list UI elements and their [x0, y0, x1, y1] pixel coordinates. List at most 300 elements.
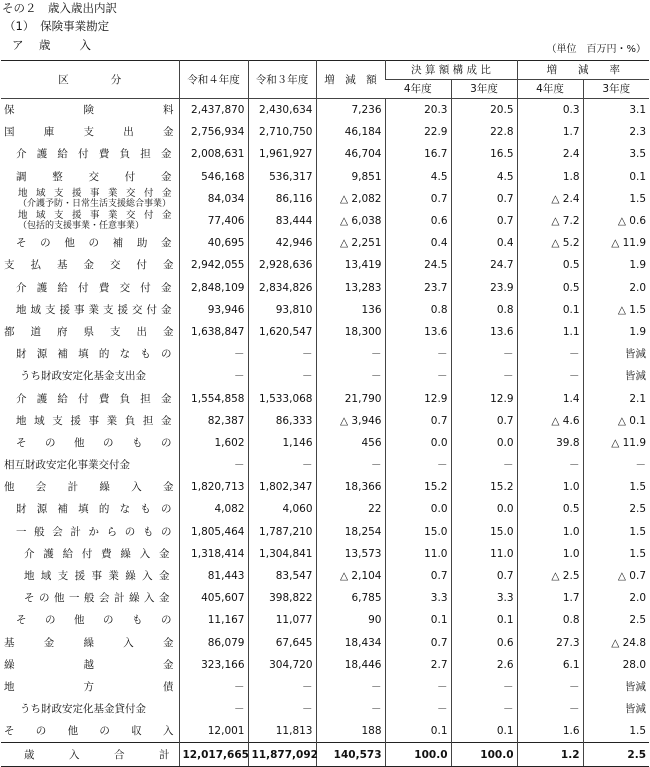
- value-diff: 90: [316, 609, 385, 631]
- table-row: [1, 676, 649, 698]
- composition-r4: 0.1: [385, 720, 451, 743]
- value-r4: 40,695: [179, 232, 248, 254]
- change-rate-r3: 2.3: [583, 121, 649, 143]
- row-label: [1, 521, 179, 543]
- row-label-main: 地域支援事業交付金: [18, 187, 172, 199]
- change-rate-r4: 1.0: [517, 476, 583, 498]
- table-row: [1, 343, 649, 365]
- value-diff: 136: [316, 299, 385, 321]
- change-rate-r4: －: [517, 454, 583, 476]
- value-r4: 11,167: [179, 609, 248, 631]
- row-label-sub: （介護予防・日常生活支援総合事業）: [18, 198, 172, 209]
- table-row: [1, 609, 649, 631]
- value-r4: 4,082: [179, 498, 248, 520]
- value-diff: 22: [316, 498, 385, 520]
- table-row: [1, 698, 649, 720]
- row-label-text: その他のもの: [16, 436, 172, 449]
- table-row: [1, 277, 649, 299]
- change-rate-r4: 6.1: [517, 654, 583, 676]
- value-r3: 1,533,068: [248, 387, 316, 409]
- row-label: [1, 632, 179, 654]
- change-rate-r3: △ 1.5: [583, 299, 649, 321]
- value-diff: －: [316, 676, 385, 698]
- change-rate-r3: 皆減: [583, 343, 649, 365]
- composition-r3: 23.9: [451, 277, 517, 299]
- value-r4: －: [179, 698, 248, 720]
- change-rate-r4: 1.2: [517, 743, 583, 766]
- table-row: [1, 99, 649, 122]
- value-diff: －: [316, 698, 385, 720]
- change-rate-r4: 0.8: [517, 609, 583, 631]
- composition-r4: －: [385, 698, 451, 720]
- value-diff: △ 6,038: [316, 210, 385, 232]
- row-label-text: その他の収入: [4, 725, 174, 738]
- composition-r4: 15.2: [385, 476, 451, 498]
- composition-r3: 0.1: [451, 609, 517, 631]
- composition-r3: －: [451, 454, 517, 476]
- row-label: [1, 387, 179, 409]
- row-label-text: 基金繰入金: [4, 636, 174, 649]
- composition-r3: 0.7: [451, 410, 517, 432]
- change-rate-r4: －: [517, 698, 583, 720]
- row-label-text: 介護給付費交付金: [16, 281, 172, 294]
- unit-note: （単位 百万円・%）: [546, 44, 646, 55]
- table-row: [1, 143, 649, 165]
- change-rate-r3: 1.5: [583, 521, 649, 543]
- composition-r4: 3.3: [385, 587, 451, 609]
- composition-r3: 0.7: [451, 188, 517, 210]
- value-r4: 84,034: [179, 188, 248, 210]
- row-label-text: 保険料: [4, 104, 174, 117]
- composition-r4: －: [385, 454, 451, 476]
- value-r3: 2,430,634: [248, 99, 316, 122]
- value-r3: －: [248, 454, 316, 476]
- composition-r4: 13.6: [385, 321, 451, 343]
- table-row: [1, 498, 649, 520]
- change-rate-r3: 1.5: [583, 188, 649, 210]
- row-label: [1, 232, 179, 254]
- value-r3: 2,710,750: [248, 121, 316, 143]
- change-rate-r3: 2.0: [583, 277, 649, 299]
- composition-r4: 0.7: [385, 410, 451, 432]
- value-r4: 2,942,055: [179, 254, 248, 276]
- table-row: [1, 232, 649, 254]
- total-row: [1, 743, 649, 766]
- row-label: [1, 121, 179, 143]
- value-r3: 86,116: [248, 188, 316, 210]
- row-label-text: 地域支援事業繰入金: [24, 570, 170, 583]
- row-label: [1, 188, 179, 210]
- row-label: [1, 609, 179, 631]
- value-diff: 18,366: [316, 476, 385, 498]
- change-rate-r4: 2.4: [517, 143, 583, 165]
- composition-r3: 24.7: [451, 254, 517, 276]
- row-label: [1, 143, 179, 165]
- composition-r4: 2.7: [385, 654, 451, 676]
- row-label-text: 財源補填的なもの: [16, 503, 172, 516]
- row-label-text: 支払基金交付金: [4, 259, 174, 272]
- value-r3: 11,813: [248, 720, 316, 743]
- composition-r3: 22.8: [451, 121, 517, 143]
- change-rate-r3: △ 0.7: [583, 565, 649, 587]
- change-rate-r4: 1.6: [517, 720, 583, 743]
- change-rate-r3: △ 11.9: [583, 432, 649, 454]
- value-diff: 46,704: [316, 143, 385, 165]
- composition-r3: 3.3: [451, 587, 517, 609]
- value-diff: －: [316, 343, 385, 365]
- composition-r4: 0.7: [385, 188, 451, 210]
- value-r3: 1,620,547: [248, 321, 316, 343]
- header-change-r4: 4年度: [517, 80, 583, 99]
- value-r3: 83,547: [248, 565, 316, 587]
- value-r3: －: [248, 698, 316, 720]
- header-r3: 令和３年度: [248, 61, 316, 99]
- value-r3: 42,946: [248, 232, 316, 254]
- value-diff: 46,184: [316, 121, 385, 143]
- row-label: [1, 720, 179, 743]
- table-row: [1, 321, 649, 343]
- value-r4: 1,554,858: [179, 387, 248, 409]
- table-row: [1, 121, 649, 143]
- composition-r3: －: [451, 343, 517, 365]
- composition-r3: 0.6: [451, 632, 517, 654]
- change-rate-r3: 1.5: [583, 720, 649, 743]
- value-r3: 4,060: [248, 498, 316, 520]
- composition-r4: 20.3: [385, 99, 451, 122]
- change-rate-r4: △ 4.6: [517, 410, 583, 432]
- value-diff: 13,573: [316, 543, 385, 565]
- value-r4: 1,602: [179, 432, 248, 454]
- table-row: [1, 521, 649, 543]
- row-label: [1, 476, 179, 498]
- value-r4: 12,017,665: [179, 743, 248, 766]
- value-r3: 83,444: [248, 210, 316, 232]
- change-rate-r3: 2.5: [583, 743, 649, 766]
- value-r4: 1,638,847: [179, 321, 248, 343]
- row-label: [1, 432, 179, 454]
- value-diff: 18,446: [316, 654, 385, 676]
- composition-r3: －: [451, 365, 517, 387]
- change-rate-r4: 0.5: [517, 498, 583, 520]
- table-row: [1, 387, 649, 409]
- value-r4: 2,756,934: [179, 121, 248, 143]
- header-composition: 決 算 額 構 成 比: [385, 61, 517, 80]
- value-r3: －: [248, 343, 316, 365]
- value-r4: 2,437,870: [179, 99, 248, 122]
- header-composition-r3: 3年度: [451, 80, 517, 99]
- table-row: [1, 476, 649, 498]
- row-label-text: 歳入合計: [24, 748, 170, 761]
- value-r4: 1,820,713: [179, 476, 248, 498]
- row-label: [1, 565, 179, 587]
- value-diff: △ 2,251: [316, 232, 385, 254]
- row-label-text: その他一般会計繰入金: [24, 592, 170, 605]
- composition-r4: －: [385, 365, 451, 387]
- table-row: [1, 587, 649, 609]
- value-diff: －: [316, 454, 385, 476]
- table-row: [1, 166, 649, 188]
- value-r4: －: [179, 365, 248, 387]
- composition-r3: 11.0: [451, 543, 517, 565]
- change-rate-r4: 1.1: [517, 321, 583, 343]
- value-diff: 140,573: [316, 743, 385, 766]
- header-change-r3: 3年度: [583, 80, 649, 99]
- change-rate-r3: 3.5: [583, 143, 649, 165]
- header-r4: 令和４年度: [179, 61, 248, 99]
- value-diff: 9,851: [316, 166, 385, 188]
- change-rate-r4: 39.8: [517, 432, 583, 454]
- value-r3: 398,822: [248, 587, 316, 609]
- value-r4: －: [179, 676, 248, 698]
- composition-r4: －: [385, 676, 451, 698]
- value-diff: △ 3,946: [316, 410, 385, 432]
- header-category: 区 分: [1, 61, 179, 99]
- change-rate-r3: 1.5: [583, 476, 649, 498]
- change-rate-r4: △ 2.5: [517, 565, 583, 587]
- composition-r4: 0.1: [385, 609, 451, 631]
- composition-r3: 0.7: [451, 565, 517, 587]
- header-change-rate: 増 減 率: [517, 61, 649, 80]
- composition-r4: 12.9: [385, 387, 451, 409]
- composition-r3: 0.0: [451, 432, 517, 454]
- composition-r4: 4.5: [385, 166, 451, 188]
- change-rate-r3: 皆減: [583, 365, 649, 387]
- row-label: [1, 343, 179, 365]
- value-r3: 2,834,826: [248, 277, 316, 299]
- row-label-text: 相互財政安定化事業交付金: [4, 459, 130, 472]
- composition-r3: 0.7: [451, 210, 517, 232]
- composition-r3: 2.6: [451, 654, 517, 676]
- row-label-text: 地域支援事業支援交付金: [16, 303, 172, 316]
- row-label-text: 地域支援事業負担金: [16, 414, 172, 427]
- value-r4: 405,607: [179, 587, 248, 609]
- row-label-text: 地方債: [4, 680, 174, 693]
- composition-r4: 24.5: [385, 254, 451, 276]
- value-diff: 188: [316, 720, 385, 743]
- row-label: [1, 654, 179, 676]
- value-r3: 1,304,841: [248, 543, 316, 565]
- value-diff: 18,434: [316, 632, 385, 654]
- value-diff: △ 2,082: [316, 188, 385, 210]
- value-r3: －: [248, 365, 316, 387]
- value-r3: －: [248, 676, 316, 698]
- row-label-sub: （包括的支援事業・任意事業）: [18, 221, 145, 232]
- row-label-text: うち財政安定化基金貸付金: [20, 703, 146, 716]
- value-r3: 304,720: [248, 654, 316, 676]
- composition-r3: 4.5: [451, 166, 517, 188]
- value-r3: 86,333: [248, 410, 316, 432]
- value-r3: 93,810: [248, 299, 316, 321]
- table-row: [1, 565, 649, 587]
- composition-r4: 11.0: [385, 543, 451, 565]
- value-r3: 11,077: [248, 609, 316, 631]
- composition-r4: 0.0: [385, 498, 451, 520]
- row-label-text: その他のもの: [16, 614, 172, 627]
- composition-r3: 15.2: [451, 476, 517, 498]
- value-r4: 81,443: [179, 565, 248, 587]
- composition-r3: 0.4: [451, 232, 517, 254]
- composition-r3: 0.8: [451, 299, 517, 321]
- change-rate-r3: 皆減: [583, 676, 649, 698]
- value-r4: 1,805,464: [179, 521, 248, 543]
- value-r3: 536,317: [248, 166, 316, 188]
- row-label-text: 財源補填的なもの: [16, 348, 172, 361]
- change-rate-r3: 3.1: [583, 99, 649, 122]
- value-diff: 456: [316, 432, 385, 454]
- change-rate-r4: △ 5.2: [517, 232, 583, 254]
- change-rate-r3: △ 0.6: [583, 210, 649, 232]
- composition-r4: 0.8: [385, 299, 451, 321]
- row-label-text: 繰越金: [4, 658, 174, 671]
- composition-r4: －: [385, 343, 451, 365]
- value-r3: 67,645: [248, 632, 316, 654]
- row-label-text: 国庫支出金: [4, 126, 174, 139]
- table-row: [1, 365, 649, 387]
- value-r4: 77,406: [179, 210, 248, 232]
- value-r3: 1,802,347: [248, 476, 316, 498]
- table-row: [1, 454, 649, 476]
- composition-r3: 100.0: [451, 743, 517, 766]
- change-rate-r4: 1.8: [517, 166, 583, 188]
- subsection-title: （1） 保険事業勘定: [4, 19, 110, 33]
- composition-r4: 0.0: [385, 432, 451, 454]
- change-rate-r4: －: [517, 365, 583, 387]
- section-title: その２ 歳入歳出内訳: [2, 1, 117, 15]
- row-label-text: 一般会計からのもの: [16, 525, 172, 538]
- revenue-table: [1, 60, 649, 767]
- value-r4: 2,848,109: [179, 277, 248, 299]
- value-r4: 546,168: [179, 166, 248, 188]
- table-row: [1, 654, 649, 676]
- row-label-text: 都道府県支出金: [4, 325, 174, 338]
- row-label: [1, 254, 179, 276]
- value-r4: －: [179, 343, 248, 365]
- row-label-text: 他会計繰入金: [4, 481, 174, 494]
- change-rate-r4: △ 2.4: [517, 188, 583, 210]
- change-rate-r4: 0.1: [517, 299, 583, 321]
- row-label: [1, 498, 179, 520]
- change-rate-r3: △ 0.1: [583, 410, 649, 432]
- change-rate-r3: 0.1: [583, 166, 649, 188]
- change-rate-r4: 1.4: [517, 387, 583, 409]
- change-rate-r3: △ 24.8: [583, 632, 649, 654]
- row-label-text: 介護給付費繰入金: [24, 547, 170, 560]
- value-diff: 21,790: [316, 387, 385, 409]
- value-diff: △ 2,104: [316, 565, 385, 587]
- value-r4: 1,318,414: [179, 543, 248, 565]
- row-label: [1, 543, 179, 565]
- table-row: [1, 543, 649, 565]
- change-rate-r3: 皆減: [583, 698, 649, 720]
- row-label: [1, 166, 179, 188]
- value-diff: －: [316, 365, 385, 387]
- change-rate-r4: 1.7: [517, 587, 583, 609]
- composition-r4: 0.6: [385, 210, 451, 232]
- value-diff: 6,785: [316, 587, 385, 609]
- row-label: [1, 321, 179, 343]
- value-diff: 18,300: [316, 321, 385, 343]
- value-r4: 93,946: [179, 299, 248, 321]
- value-r4: 12,001: [179, 720, 248, 743]
- table-row: [1, 210, 649, 232]
- row-label: [1, 99, 179, 122]
- composition-r4: 0.4: [385, 232, 451, 254]
- table-row: [1, 299, 649, 321]
- composition-r3: 20.5: [451, 99, 517, 122]
- value-r4: 323,166: [179, 654, 248, 676]
- change-rate-r4: 27.3: [517, 632, 583, 654]
- value-diff: 18,254: [316, 521, 385, 543]
- change-rate-r4: 0.3: [517, 99, 583, 122]
- change-rate-r4: 0.5: [517, 277, 583, 299]
- change-rate-r3: 1.5: [583, 543, 649, 565]
- change-rate-r3: 2.0: [583, 587, 649, 609]
- row-label-text: その他の補助金: [16, 237, 172, 250]
- composition-r4: 100.0: [385, 743, 451, 766]
- composition-r4: 22.9: [385, 121, 451, 143]
- composition-r3: －: [451, 676, 517, 698]
- row-label: [1, 454, 179, 476]
- part-title: ア 歳 入: [12, 38, 93, 52]
- header-diff: 増 減 額: [316, 61, 385, 99]
- row-label-text: 介護給付費負担金: [16, 392, 172, 405]
- value-r4: 2,008,631: [179, 143, 248, 165]
- table-row: [1, 410, 649, 432]
- change-rate-r3: △ 11.9: [583, 232, 649, 254]
- change-rate-r3: 1.9: [583, 321, 649, 343]
- composition-r3: 16.5: [451, 143, 517, 165]
- composition-r3: 13.6: [451, 321, 517, 343]
- table-row: [1, 254, 649, 276]
- composition-r4: 23.7: [385, 277, 451, 299]
- composition-r3: 0.1: [451, 720, 517, 743]
- row-label: [1, 277, 179, 299]
- value-diff: 7,236: [316, 99, 385, 122]
- value-r4: －: [179, 454, 248, 476]
- change-rate-r3: 2.5: [583, 498, 649, 520]
- row-label: [1, 410, 179, 432]
- value-diff: 13,283: [316, 277, 385, 299]
- composition-r4: 15.0: [385, 521, 451, 543]
- composition-r4: 0.7: [385, 632, 451, 654]
- value-r4: 86,079: [179, 632, 248, 654]
- change-rate-r4: △ 7.2: [517, 210, 583, 232]
- change-rate-r3: 2.1: [583, 387, 649, 409]
- composition-r3: 12.9: [451, 387, 517, 409]
- row-label: [1, 587, 179, 609]
- row-label-text: 調整交付金: [16, 170, 172, 183]
- row-label: [1, 743, 179, 766]
- header-composition-r4: 4年度: [385, 80, 451, 99]
- row-label: [1, 698, 179, 720]
- row-label: [1, 210, 179, 232]
- change-rate-r4: －: [517, 676, 583, 698]
- change-rate-r4: 1.0: [517, 543, 583, 565]
- table-row: [1, 432, 649, 454]
- change-rate-r3: 2.5: [583, 609, 649, 631]
- composition-r3: 0.0: [451, 498, 517, 520]
- change-rate-r3: 1.9: [583, 254, 649, 276]
- composition-r4: 16.7: [385, 143, 451, 165]
- change-rate-r4: 0.5: [517, 254, 583, 276]
- value-r4: 82,387: [179, 410, 248, 432]
- row-label: [1, 299, 179, 321]
- table-row: [1, 188, 649, 210]
- change-rate-r4: 1.7: [517, 121, 583, 143]
- composition-r3: 15.0: [451, 521, 517, 543]
- value-r3: 1,146: [248, 432, 316, 454]
- value-diff: 13,419: [316, 254, 385, 276]
